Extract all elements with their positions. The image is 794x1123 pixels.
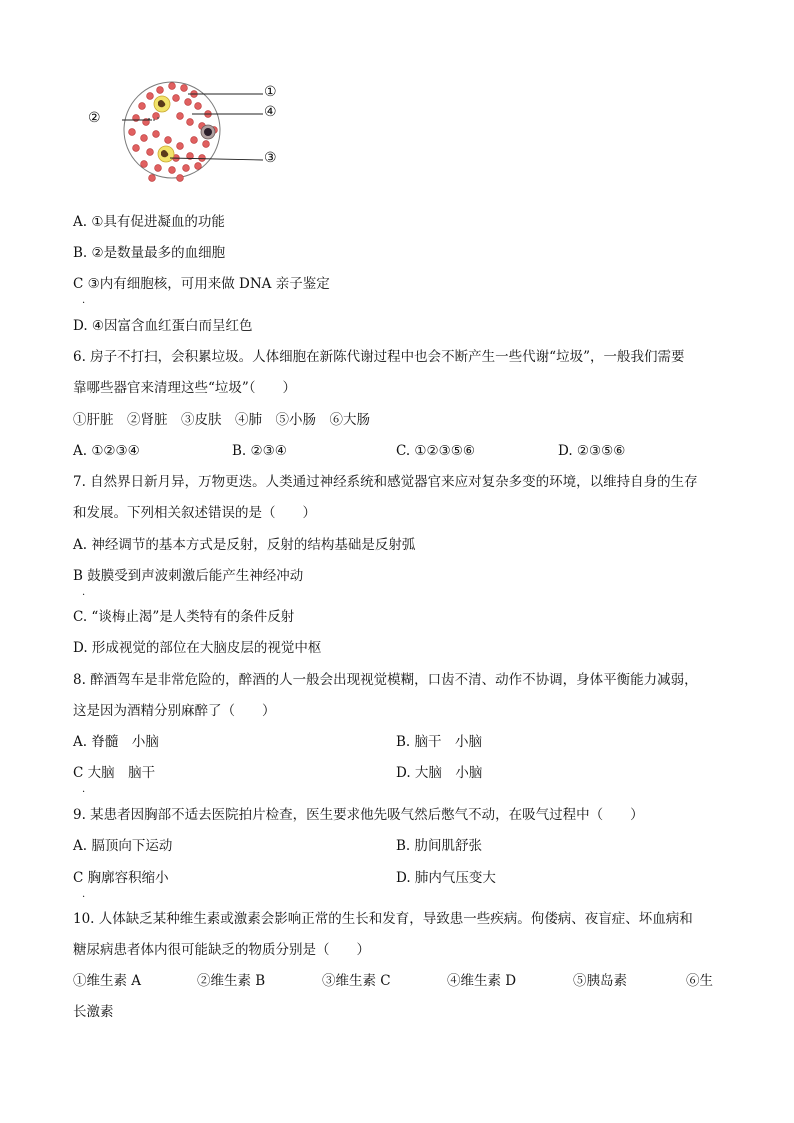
label-1: ① bbox=[264, 84, 277, 100]
q5-option-c: C ③内有细胞核，可用来做 DNA 亲子鉴定 bbox=[73, 276, 330, 292]
q10-stem-line1: 10. 人体缺乏某种维生素或激素会影响正常的生长和发育，导致患一些疾病。佝偻病、夜盲症、坏血病和 bbox=[73, 911, 693, 927]
q9-option-c: C 胸廓容积缩小 bbox=[73, 870, 169, 886]
q6-option-c: C. ①②③⑤⑥ bbox=[396, 443, 475, 459]
q8-stem-line2: 这是因为酒精分别麻醉了（ ） bbox=[73, 703, 276, 719]
blood-smear-figure bbox=[80, 66, 290, 200]
q10-item-3: ③维生素 C bbox=[322, 973, 391, 989]
q10-item-1: ①维生素 A bbox=[73, 973, 142, 989]
q8-option-d: D. 大脑 小脑 bbox=[396, 765, 483, 781]
q10-stem-line2: 糖尿病患者体内很可能缺乏的物质分别是（ ） bbox=[73, 942, 370, 958]
q9-option-a: A. 膈顶向下运动 bbox=[73, 838, 173, 854]
q7-option-d: D. 形成视觉的部位在大脑皮层的视觉中枢 bbox=[73, 640, 322, 656]
q10-item-5: ⑤胰岛素 bbox=[573, 973, 627, 989]
q10-item-4: ④维生素 D bbox=[447, 973, 517, 989]
white-blood-cell-lower bbox=[158, 146, 174, 162]
q7-option-a: A. 神经调节的基本方式是反射，反射的结构基础是反射弧 bbox=[73, 537, 416, 553]
q8-option-b: B. 脑干 小脑 bbox=[396, 734, 483, 750]
q9-stem: 9. 某患者因胸部不适去医院拍片检查，医生要求他先吸气然后憋气不动，在吸气过程中（ ） bbox=[73, 807, 644, 823]
q6-stem-line2: 靠哪些器官来清理这些“垃圾”（ ） bbox=[73, 380, 297, 396]
q7-stem-line2: 和发展。下列相关叙述错误的是（ ） bbox=[73, 505, 316, 521]
q10-item-2: ②维生素 B bbox=[197, 973, 266, 989]
q6-items: ①肝脏 ②肾脏 ③皮肤 ④肺 ⑤小肠 ⑥大肠 bbox=[73, 412, 370, 428]
q5-option-d: D. ④因富含血红蛋白而呈红色 bbox=[73, 318, 253, 334]
dot-mark: . bbox=[82, 295, 86, 306]
q7-option-b: B 鼓膜受到声波刺激后能产生神经冲动 bbox=[73, 568, 304, 584]
label-4: ④ bbox=[264, 104, 277, 120]
q7-option-c: C. “谈梅止渴”是人类特有的条件反射 bbox=[73, 609, 295, 625]
q8-option-c: C 大脑 脑干 bbox=[73, 765, 156, 781]
q6-option-d: D. ②③⑤⑥ bbox=[558, 443, 626, 459]
dot-mark: . bbox=[82, 889, 86, 900]
q9-option-d: D. 肺内气压变大 bbox=[396, 870, 496, 886]
q6-option-b: B. ②③④ bbox=[232, 443, 287, 459]
dot-mark: . bbox=[82, 784, 86, 795]
q5-option-a: A. ①具有促进凝血的功能 bbox=[73, 214, 225, 230]
q8-stem-line1: 8. 醉酒驾车是非常危险的，醉酒的人一般会出现视觉模糊，口齿不清、动作不协调，身体平衡能力减弱， bbox=[73, 672, 698, 688]
q6-stem-line1: 6. 房子不打扫，会积累垃圾。人体细胞在新陈代谢过程中也会不断产生一些代谢“垃圾”，一般我们需要 bbox=[73, 349, 685, 365]
white-blood-cell-upper bbox=[154, 96, 170, 112]
label-2: ② bbox=[88, 110, 101, 126]
dot-mark: . bbox=[82, 587, 86, 598]
q5-option-b: B. ②是数量最多的血细胞 bbox=[73, 245, 226, 261]
blood-smear-diagram bbox=[80, 66, 290, 196]
q6-option-a: A. ①②③④ bbox=[73, 443, 140, 459]
large-cell bbox=[201, 125, 215, 139]
q10-items-continued: 长激素 bbox=[73, 1004, 114, 1020]
q10-item-6: ⑥生 bbox=[686, 973, 713, 989]
label-3: ③ bbox=[264, 150, 277, 166]
q8-option-a: A. 脊髓 小脑 bbox=[73, 734, 159, 750]
q9-option-b: B. 肋间肌舒张 bbox=[396, 838, 483, 854]
q7-stem-line1: 7. 自然界日新月异，万物更迭。人类通过神经系统和感觉器官来应对复杂多变的环境，以维持自身的生存 bbox=[73, 474, 698, 490]
